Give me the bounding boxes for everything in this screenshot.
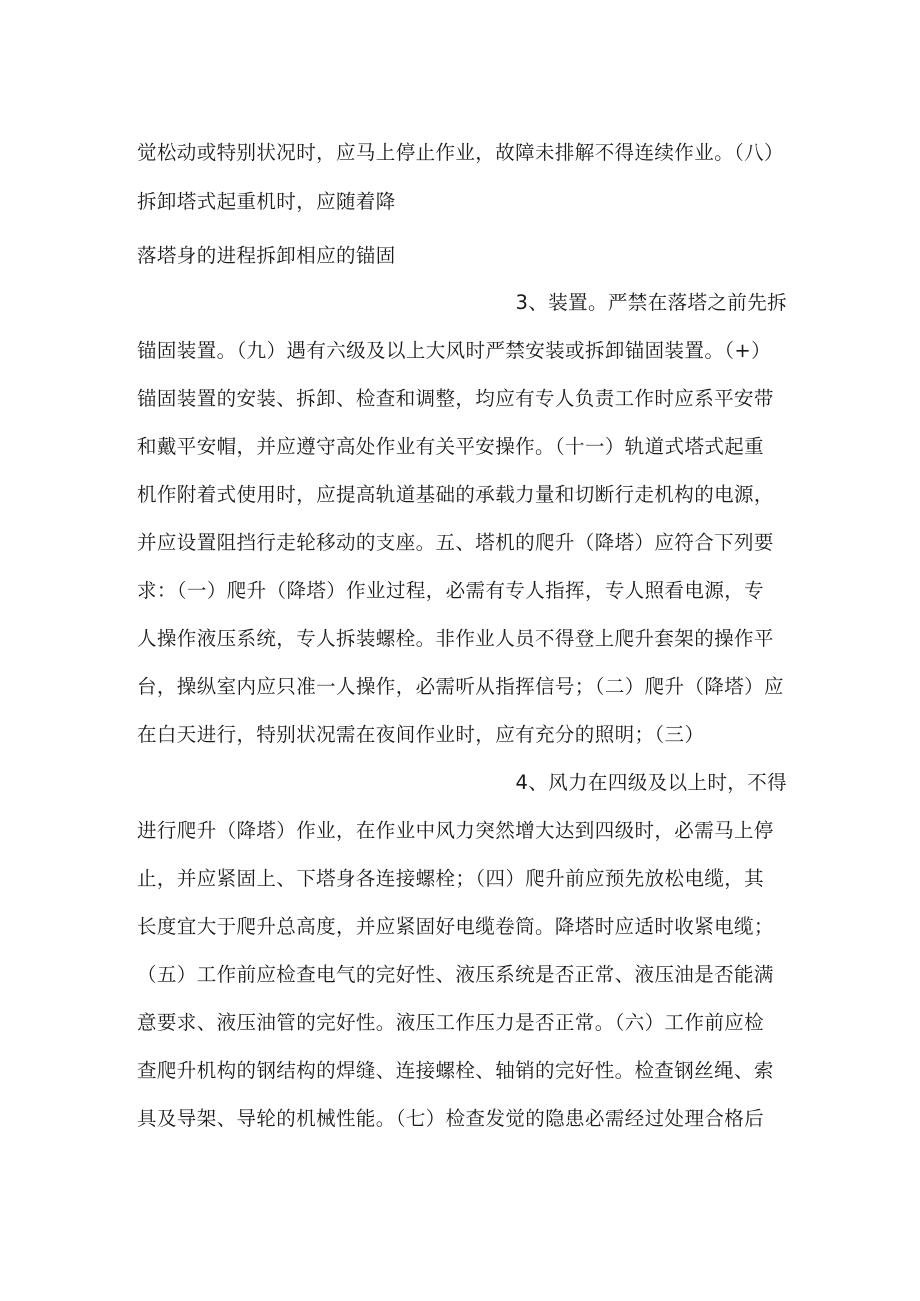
text-line: 锚固装置的安装、拆卸、检查和调整，均应有专人负责工作时应系平安带 — [137, 387, 774, 410]
text-line: 求：（一）爬升（降塔）作业过程，必需有专人指挥，专人照看电源，专 — [137, 579, 765, 602]
text-line: 锚固装置。（九）遇有六级及以上大风时严禁安装或拆卸锚固装置。（+） — [137, 339, 772, 362]
text-line: 进行爬升（降塔）作业，在作业中风力突然增大达到四级时，必需马上停 — [137, 819, 774, 842]
text-line: 意要求、液压油管的完好性。液压工作压力是否正常。（六）工作前应检 — [137, 1011, 765, 1034]
text-line: 4、风力在四级及以上时，不得 — [515, 771, 787, 794]
text-line: 台，操纵室内应只准一人操作，必需听从指挥信号；（二）爬升（降塔）应 — [137, 675, 784, 698]
text-line: 机作附着式使用时，应提高轨道基础的承载力量和切断行走机构的电源， — [137, 483, 774, 506]
text-line: 落塔身的进程拆卸相应的锚固 — [137, 244, 396, 267]
text-line: 和戴平安帽，并应遵守高处作业有关平安操作。（十一）轨道式塔式起重 — [137, 435, 765, 458]
text-line: 人操作液压系统，专人拆装螺栓。非作业人员不得登上爬升套架的操作平 — [137, 627, 774, 650]
text-line: 拆卸塔式起重机时，应随着降 — [137, 190, 396, 213]
text-line: （五）工作前应检查电气的完好性、液压系统是否正常、液压油是否能满 — [137, 963, 774, 986]
text-line: 止，并应紧固上、下塔身各连接螺栓；（四）爬升前应预先放松电缆，其 — [137, 867, 765, 890]
text-line: 3、装置。严禁在落塔之前先拆 — [515, 291, 787, 314]
text-line: 并应设置阻挡行走轮移动的支座。五、塔机的爬升（降塔）应符合下列要 — [137, 531, 774, 554]
text-line: 觉松动或特别状况时，应马上停止作业，故障未排解不得连续作业。（八） — [137, 141, 784, 164]
text-line: 具及导架、导轮的机械性能。（七）检查发觉的隐患必需经过处理合格后 — [137, 1107, 765, 1130]
text-line: 查爬升机构的钢结构的焊缝、连接螺栓、轴销的完好性。检查钢丝绳、索 — [137, 1059, 774, 1082]
text-line: 长度宜大于爬升总高度，并应紧固好电缆卷筒。降塔时应适时收紧电缆； — [137, 915, 774, 938]
text-line: 在白天进行，特别状况需在夜间作业时，应有充分的照明；（三） — [137, 723, 705, 746]
